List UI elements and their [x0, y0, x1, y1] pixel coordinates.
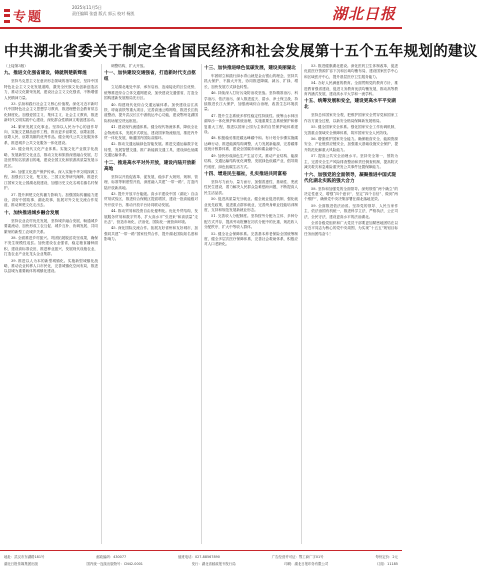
article-paragraph: 51. 完善收入分配制度。坚持按劳分配为主体、多种分配方式并存，提高劳动报酬在初次分配中的比重，规范收入分配秩序，扩大中等收入群体。	[204, 214, 298, 230]
editor-credits: 责任编辑 张盛 版式 郭云 校对 杨凯	[72, 11, 135, 16]
article-paragraph: 35. 健全现代文化产业体系。实施文化产业数字化战略，发展新型文化业态，推动文化和旅游深度融合发展，打造世界知名旅游目的地，建设全国文化和旅游高质量发展示范区。	[4, 147, 98, 168]
section-subhead: 九、推进文化强省建设，铸就荆楚新辉煌	[4, 71, 87, 77]
footer-row-2	[4, 561, 398, 566]
footer-item: 地址：武汉市东湖路181号	[4, 555, 45, 559]
article-paragraph: 39. 推进以人为本的新型城镇化。实施新型城镇化战略，推动农业转移人口市民化，完善城镇化空间布局，推进以县城为重要载体的城镇化建设。	[4, 258, 98, 274]
footer-item: 湖北日报传媒集团出版	[4, 562, 38, 566]
article-body	[4, 64, 398, 544]
column-divider	[301, 64, 302, 544]
article-paragraph: 33. 弘扬和践行社会主义核心价值观。深化习近平新时代中国特色社会主义思想学习教育，推进理想信念教育常态化制度化。加强爱国主义、集体主义、社会主义教育，推进新时代文明实践中心建设，深化群众性精神文明创建活动。	[4, 102, 98, 123]
article-paragraph: 52. 健全社会保障体系。完善基本养老保险全国统筹制度，健全多层次医疗保障体系，完善社会救助体系，积极应对人口老龄化。	[204, 231, 298, 247]
footer-item: 发行：湖北省邮政报刊发行局	[191, 562, 236, 566]
article-paragraph: 59. 全面推进依法治省。坚持党的领导、人民当家作主、依法治国有机统一，推进科学立法、严格执法、公正司法、全民守法，建设更高水平的法治湖北。	[304, 203, 398, 219]
section-bars-icon	[4, 9, 10, 23]
article-paragraph: 调整结构，扩大开放。	[111, 64, 147, 68]
article-column-2	[104, 64, 198, 544]
section-subhead: 十二、推进高水平对外开放，建设内陆开放新高地	[104, 160, 196, 172]
article-paragraph: 58. 坚持和加强党的全面领导。深刻领悟“两个确立”的决定性意义，增强“四个意识”、坚定“四个自信”、做到“两个维护”，确保党中央决策部署在湖北落地见效。	[304, 186, 398, 202]
footer-item: 值班电话：027-88567890	[178, 555, 220, 559]
footer-item: 订阅：11185	[377, 562, 398, 566]
article-column-1	[4, 64, 98, 544]
article-paragraph: 55. 健全国家安全体系。强化国家安全工作协调机制，完善重点领域安全保障体系，筑牢国家安全人民防线。	[304, 125, 398, 135]
article-paragraph: 46. 持续深入打好污染防治攻坚战。坚持精准治污、科学治污、依法治污，深入推进蓝天、碧水、净土保卫战，持续推进长江大保护，加强流域综合治理，改善生态环境质量。	[204, 91, 298, 112]
footer-item: 印刷：湖北日报印务有限公司	[284, 562, 329, 566]
column-divider	[101, 64, 102, 544]
article-paragraph: 43. 提升开放平台能级。高水平建设中国（湖北）自由贸易试验区，推进综合保税区提质增效，建设一批高能级对外开放平台，推动开放平台协同联动发展。	[104, 191, 198, 207]
article-paragraph: 53. 推进健康湖北建设。深化医药卫生体制改革，促进优质医疗资源扩容下沉和区域均衡布局，建设国家医学中心和区域医疗中心，提升基层医疗卫生服务能力。	[304, 64, 398, 79]
page-footer	[0, 550, 402, 569]
article-paragraph: 45. 深化国际交流合作。拓展友好省州和友好城市，加强同共建“一带一路”国家经贸合作，提升湖北国际知名度和影响力。	[104, 226, 198, 242]
page-header	[0, 0, 402, 34]
article-paragraph: 54. 办好人民满意的教育。全面贯彻党的教育方针，推进教育强省建设，促进义务教育优质均衡发展，推动高等教育内涵式发展，建设高水平大学和一流学科。	[304, 81, 398, 97]
footer-row-1	[4, 554, 398, 559]
page-headline: 中共湖北省委关于制定全省国民经济和社会发展第十五个五年规划的建议	[4, 44, 478, 60]
article-paragraph: 牢固树立和践行绿水青山就是金山银山的理念，坚持共抓大保护、不搞大开发，协同推进降碳、减污、扩绿、增长，加快发展方式绿色转型。	[204, 74, 298, 89]
column-divider	[201, 64, 202, 544]
section-subhead: 十六、加强党的全面领导，凝聚推进中国式现代化湖北实践的强大合力	[304, 172, 396, 184]
article-column-4	[304, 64, 398, 544]
article-paragraph: 37. 提升荆楚文化传播力影响力。加强国际传播能力建设，讲好中国故事、湖北故事，拓展对外文化交流合作渠道，推动荆楚文化走出去。	[4, 192, 98, 208]
section-subhead: 十、加快推进城乡融合发展	[4, 210, 60, 216]
article-paragraph: 44. 推动贸易和投资自由化便利化。优化外贸结构，发展服务贸易和数字贸易，扩大高水平“引进来”和高质量“走出去”，营造市场化、法治化、国际化一流营商环境。	[104, 209, 198, 224]
issue-date: 2025年11月5日	[72, 5, 102, 10]
masthead-logo: 湖北日报	[331, 5, 396, 23]
article-paragraph: 坚持马克思主义在意识形态领域的指导地位，坚持中国特色社会主义文化发展道路，激发全民族文化创新创造活力，推动文化繁荣发展，建设社会主义文化强省，不断增强人民精神力量。	[4, 79, 98, 100]
article-paragraph: 50. 促进高质量充分就业。健全就业促进机制，强化就业优先政策，促进重点群体就业，完善终身职业技能培训制度，支持和规范发展新就业形态。	[204, 197, 298, 212]
article-paragraph: 42. 推动交通运输绿色智能发展。推进交通运输数字化转型，发展智慧交通，推广新能源交通工具，建设绿色低碳交通运输体系。	[104, 142, 198, 158]
footer-item: 国内统一连续出版物号：CN42-0001	[86, 562, 143, 566]
footer-item: 每份定价：2元	[375, 555, 398, 559]
article-paragraph: 57. 提高公共安全治理水平。坚持安全第一、预防为主，完善安全生产风险排查整治和责任倒查机制，提高防灾减灾救灾和急难险重突发公共事件处置保障能力。	[304, 154, 398, 170]
article-paragraph: 38. 全面推进乡村振兴。巩固拓展脱贫攻坚成果，确保不发生规模性返贫。加快建设农业强省，稳定粮食播种面积，建设高标准农田，推进种业振兴，发展现代设施农业，打造农业产业化龙头企业集群。	[4, 235, 98, 257]
article-paragraph: 坚持尽力而为、量力而行，加强普惠性、基础性、兜底性民生建设，着力解决人民群众急难愁盼问题，不断提高人民生活品质。	[204, 179, 298, 195]
article-paragraph: 立足湖北地处中部、承东启西、连南接北的区位优势，统筹推进综合立体交通网建设，加快建设交通强省，打造全国构建新发展格局先行区。	[104, 85, 198, 101]
section-subhead: 十一、加快建设交通强省，打造新时代支点枢纽	[104, 71, 196, 83]
section-subhead: 十五、统筹发展和安全，建设更高水平平安湖北	[304, 99, 396, 111]
article-paragraph: 56. 增强维护国家安全能力。确保粮食安全、能源资源安全、产业链供应链安全，加强重大基础设施安全保护，提升防范化解重大风险能力。	[304, 137, 398, 152]
article-paragraph: 全省各级党组织和广大党员干部要更加紧密地团结在以习近平同志为核心的党中央周围，为实现“十五五”规划目标任务而团结奋斗！	[304, 220, 398, 236]
section-subhead: 十三、加快推进绿色低碳发展，建设美丽湖北	[204, 66, 296, 71]
article-paragraph: 坚持农业农村优先发展，坚持城乡融合发展，畅通城乡要素流动，加快形成工农互促、城乡互补、协调发展、共同繁荣的新型工农城乡关系。	[4, 218, 98, 234]
article-column-3	[204, 64, 298, 544]
section-tag	[4, 6, 43, 25]
article-paragraph: 36. 加强文化遗产保护传承。深入实施中华文明探源工程，加强长江文化、楚文化、三国文化等研究阐释，推进长江国家文化公园湖北段建设，加强历史文化名城名镇名村保护。	[4, 169, 98, 191]
article-paragraph: 34. 繁荣发展文化事业。坚持以人民为中心的创作导向，实施文艺精品创作工程，推出更多讴歌党、讴歌祖国、讴歌人民、讴歌英雄的优秀作品。健全现代公共文化服务体系，推进城乡公共文化服务一体化建设。	[4, 124, 98, 145]
date-line	[72, 5, 134, 17]
section-label: 专题	[13, 10, 44, 25]
article-paragraph: 48. 积极稳妥推进碳达峰碳中和。有计划分步骤实施碳达峰行动，推进能源结构调整，大力发展新能源，完善碳排放统计核算体系，建设全国碳市场和碳金融中心。	[204, 136, 298, 152]
article-paragraph: 47. 提升生态系统多样性稳定性持续性。统筹山水林田湖草沙一体化保护和系统治理，实施重要生态系统保护和修复重大工程，推进以国家公园为主体的自然保护地体系建设。	[204, 113, 298, 135]
article-paragraph: 坚持总体国家安全观，把维护国家安全贯穿党和国家工作各方面全过程，以新安全格局保障新发展格局。	[304, 113, 398, 123]
footer-item: 广告经营许可证：鄂工商广字01号	[271, 555, 324, 559]
article-paragraph: 41. 建设现代流通体系。健全现代物流体系，降低全社会物流成本，发展多式联运，建设国家物流枢纽，推进内外贸一体化发展，畅通国内国际双循环。	[104, 125, 198, 141]
continuation-note: （上接第3版）	[4, 64, 28, 68]
article-paragraph: 40. 构建现代化综合交通运输体系。加快建设沿江高铁、呼南高铁等重大项目，完善高速公路网络，推进长江航道整治，提升武汉长江中游航运中心功能，建设鄂州花湖国际机场航空货运枢纽。	[104, 102, 198, 123]
header-rule	[0, 27, 402, 29]
article-paragraph: 49. 加快形成绿色生产生活方式。推动产业结构、能源结构、交通运输结构优化调整，发展绿色低碳产业，倡导简约适度、绿色低碳生活方式。	[204, 153, 298, 169]
article-paragraph: 坚持以开放促改革、促发展，稳步扩大规则、规制、管理、标准等制度型开放，深度融入共建“一带一路”，打造内陆开放新高地。	[104, 174, 198, 190]
section-subhead: 十四、增进民生福祉，扎实推进共同富裕	[204, 171, 287, 177]
footer-item: 邮政编码：430077	[96, 555, 127, 559]
